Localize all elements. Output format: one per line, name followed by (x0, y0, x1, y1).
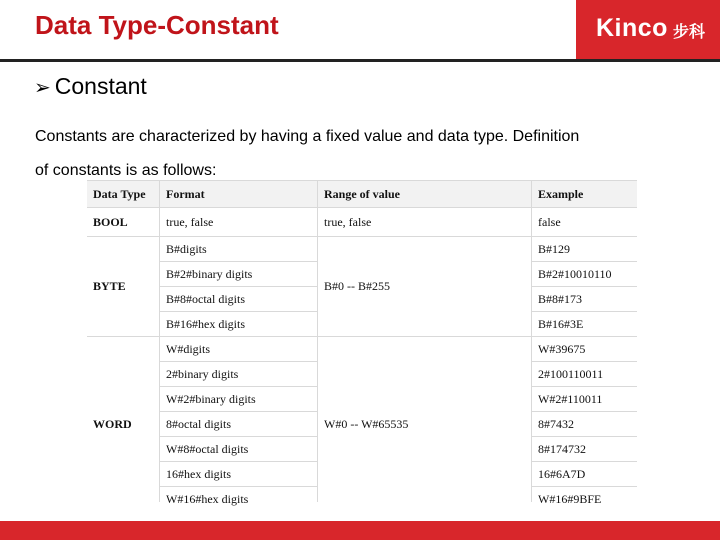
format-cell: 8#octal digits (160, 412, 317, 436)
logo-chinese-text: 步科 (673, 22, 706, 41)
footer-bar (0, 521, 720, 540)
example-cell: 2#100110011 (532, 362, 637, 386)
data-type-cell: BOOL (87, 208, 159, 236)
range-cell: B#0 -- B#255 (318, 237, 531, 336)
range-cell: W#0 -- W#65535 (318, 337, 531, 511)
data-type-cell: WORD (87, 337, 159, 511)
bullet-text: Constant (54, 73, 147, 99)
example-cell: W#16#9BFE (532, 487, 637, 511)
example-cell: B#16#3E (532, 312, 637, 336)
format-cell: B#2#binary digits (160, 262, 317, 286)
table-header-cell: Range of value (318, 181, 531, 207)
format-cell: B#digits (160, 237, 317, 261)
example-cell: false (532, 208, 637, 236)
format-cell: W#digits (160, 337, 317, 361)
description-paragraph (35, 120, 685, 188)
paragraph-line-2: of constants is as follows: (35, 162, 217, 179)
format-cell: true, false (160, 208, 317, 236)
logo-text: Kinco (596, 14, 668, 42)
constants-table (87, 180, 637, 506)
table-header-cell: Data Type (87, 181, 159, 207)
example-cell: 16#6A7D (532, 462, 637, 486)
format-cell: W#16#hex digits (160, 487, 317, 511)
range-cell: true, false (318, 208, 531, 236)
format-cell: W#2#binary digits (160, 387, 317, 411)
kinco-logo (576, 0, 720, 60)
data-type-cell: BYTE (87, 237, 159, 336)
example-cell: W#39675 (532, 337, 637, 361)
format-cell: 2#binary digits (160, 362, 317, 386)
slide-title: Data Type-Constant (35, 10, 279, 40)
format-cell: B#8#octal digits (160, 287, 317, 311)
format-cell: 16#hex digits (160, 462, 317, 486)
example-cell: B#2#10010110 (532, 262, 637, 286)
example-cell: 8#7432 (532, 412, 637, 436)
example-cell: W#2#110011 (532, 387, 637, 411)
format-cell: B#16#hex digits (160, 312, 317, 336)
bullet-heading (34, 73, 147, 100)
example-cell: B#129 (532, 237, 637, 261)
example-cell: 8#174732 (532, 437, 637, 461)
arrow-bullet-icon: ➢ (34, 75, 51, 99)
table-header-cell: Format (160, 181, 317, 207)
example-cell: B#8#173 (532, 287, 637, 311)
table-header-cell: Example (532, 181, 637, 207)
header-divider (0, 59, 720, 62)
format-cell: W#8#octal digits (160, 437, 317, 461)
paragraph-line-1: Constants are characterized by having a fixed value and data type. Definition (35, 128, 580, 145)
